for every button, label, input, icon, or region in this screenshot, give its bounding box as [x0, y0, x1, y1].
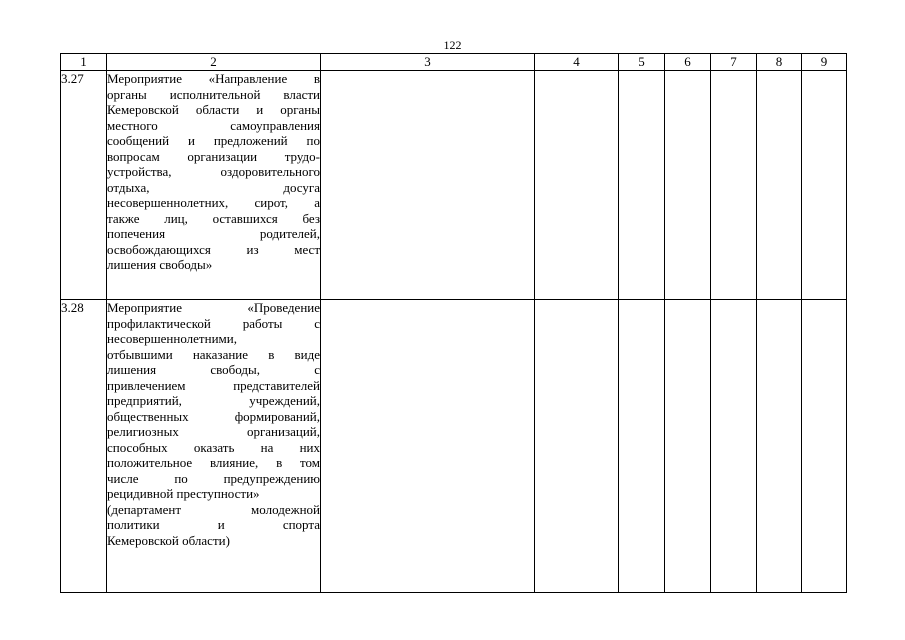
activities-table	[60, 53, 847, 593]
description-line: отбывшими наказание в виде	[107, 346, 320, 362]
empty-cell	[619, 71, 665, 300]
empty-cell	[665, 300, 711, 593]
empty-cell	[535, 300, 619, 593]
empty-cell	[535, 71, 619, 300]
description-line: отдыха, досуга	[107, 179, 320, 195]
column-header-3: 3	[321, 54, 535, 71]
description-line: способных оказать на них	[107, 439, 320, 455]
empty-cell	[711, 300, 757, 593]
description-line: Кемеровской области)	[107, 532, 230, 548]
description-line: привлечением представителей	[107, 377, 320, 393]
description-line: рецидивной преступности»	[107, 486, 260, 501]
description-line: несовершеннолетними,	[107, 331, 237, 346]
description-line: положительное влияние, в том	[107, 455, 320, 470]
empty-cell	[802, 300, 847, 593]
column-header-4: 4	[535, 54, 619, 71]
empty-cell	[321, 71, 535, 300]
description-line: также лиц, оставшихся без	[107, 210, 320, 226]
page-number: 122	[443, 38, 462, 52]
column-header-6: 6	[665, 54, 711, 71]
row-number-cell: 3.28	[61, 300, 107, 593]
description-line: Мероприятие «Направление в	[107, 71, 320, 86]
description-line: устройства, оздоровительного	[107, 164, 320, 179]
activity-description-cell	[107, 300, 321, 593]
empty-cell	[711, 71, 757, 300]
column-header-9: 9	[802, 54, 847, 71]
description-line: вопросам организации трудо-	[107, 148, 320, 164]
column-header-7: 7	[711, 54, 757, 71]
table-header-row	[61, 54, 847, 71]
empty-cell	[665, 71, 711, 300]
empty-cell	[757, 71, 802, 300]
column-header-5: 5	[619, 54, 665, 71]
empty-cell	[619, 300, 665, 593]
column-header-1: 1	[61, 54, 107, 71]
description-line: сообщений и предложений по	[107, 133, 320, 148]
empty-cell	[757, 300, 802, 593]
description-line: числе по предупреждению	[107, 470, 320, 486]
description-line: несовершеннолетних, сирот, а	[107, 195, 320, 210]
column-header-2: 2	[107, 54, 321, 71]
column-header-8: 8	[757, 54, 802, 71]
description-line: предприятий, учреждений,	[107, 393, 320, 408]
empty-cell	[321, 300, 535, 593]
description-line: органы исполнительной власти	[107, 86, 320, 102]
description-line: Кемеровской области и органы	[107, 102, 320, 117]
table-row	[61, 71, 847, 300]
description-line: попечения родителей,	[107, 226, 320, 241]
table-row	[61, 300, 847, 593]
description-line: политики и спорта	[107, 517, 320, 532]
description-line: Мероприятие «Проведение	[107, 300, 320, 315]
activity-description-cell	[107, 71, 321, 300]
description-line: лишения свободы»	[107, 257, 213, 272]
row-number-cell: 3.27	[61, 71, 107, 300]
description-line: лишения свободы, с	[107, 362, 320, 377]
description-line: религиозных организаций,	[107, 424, 320, 439]
description-line: местного самоуправления	[107, 117, 320, 133]
description-line: освобождающихся из мест	[107, 241, 320, 257]
description-line: общественных формирований,	[107, 408, 320, 424]
empty-cell	[802, 71, 847, 300]
description-line: (департамент молодежной	[107, 501, 320, 517]
description-line: профилактической работы с	[107, 315, 320, 331]
